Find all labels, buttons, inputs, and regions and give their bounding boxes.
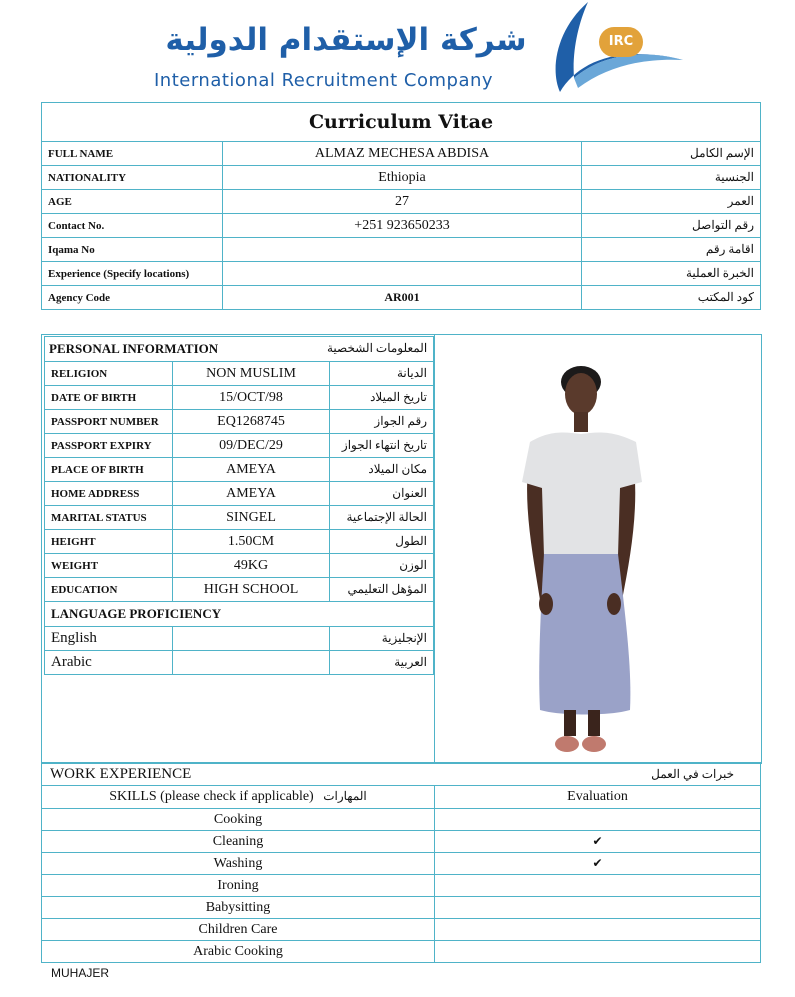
cv-row (42, 262, 761, 286)
company-name-english: International Recruitment Company (154, 70, 494, 91)
skill-name: Ironing (42, 875, 435, 897)
personal-field-value: 15/OCT/98 (173, 386, 330, 410)
skills-header-label: SKILLS (please check if applicable) (109, 789, 314, 804)
personal-field-label: DATE OF BIRTH (45, 386, 173, 410)
personal-info-title: PERSONAL INFORMATION (49, 341, 219, 356)
cv-field-label-arabic: الخبرة العملية (582, 262, 761, 286)
cv-field-value (223, 262, 582, 286)
skills-header (42, 786, 435, 809)
personal-field-label-arabic: الوزن (330, 554, 434, 578)
personal-field-label: PASSPORT NUMBER (45, 410, 173, 434)
personal-field-label: PLACE OF BIRTH (45, 458, 173, 482)
skill-row (42, 897, 761, 919)
personal-field-value: AMEYA (173, 458, 330, 482)
footer-label: MUHAJER (51, 966, 110, 980)
personal-field-value: 49KG (173, 554, 330, 578)
work-experience-table (41, 762, 761, 963)
personal-info-row (45, 506, 434, 530)
personal-info-table (44, 336, 434, 675)
personal-field-label: RELIGION (45, 362, 173, 386)
skill-row (42, 919, 761, 941)
personal-field-label-arabic: تاريخ الميلاد (330, 386, 434, 410)
skill-name: Washing (42, 853, 435, 875)
skill-evaluation-checkmark (435, 897, 761, 919)
photo-divider (434, 334, 435, 763)
cv-field-value: AR001 (223, 286, 582, 310)
company-header (150, 0, 690, 100)
skill-row (42, 941, 761, 963)
personal-info-row (45, 362, 434, 386)
cv-table (41, 102, 761, 310)
personal-info-row (45, 458, 434, 482)
personal-info-row (45, 482, 434, 506)
cv-title: Curriculum Vitae (42, 103, 761, 142)
personal-info-row (45, 554, 434, 578)
work-experience-title: WORK EXPERIENCE (50, 766, 192, 782)
skill-evaluation-checkmark (435, 875, 761, 897)
personal-field-value: 09/DEC/29 (173, 434, 330, 458)
personal-info-row (45, 410, 434, 434)
personal-field-label: PASSPORT EXPIRY (45, 434, 173, 458)
company-name-arabic: شركة الإستقدام الدولية (165, 22, 527, 58)
personal-info-row (45, 578, 434, 602)
cv-field-label-arabic: كود المكتب (582, 286, 761, 310)
cv-row (42, 238, 761, 262)
personal-field-label-arabic: رقم الجواز (330, 410, 434, 434)
cv-field-label-arabic: اقامة رقم (582, 238, 761, 262)
work-experience-title-arabic: خبرات في العمل (651, 767, 734, 781)
skill-name: Arabic Cooking (42, 941, 435, 963)
cv-row (42, 142, 761, 166)
personal-field-label-arabic: العنوان (330, 482, 434, 506)
skill-name: Babysitting (42, 897, 435, 919)
skills-header-arabic: المهارات (323, 789, 367, 803)
candidate-photo (500, 360, 660, 755)
skill-name: Cleaning (42, 831, 435, 853)
personal-field-label: HEIGHT (45, 530, 173, 554)
language-level (173, 651, 330, 675)
personal-field-label-arabic: مكان الميلاد (330, 458, 434, 482)
cv-field-label-arabic: الجنسية (582, 166, 761, 190)
personal-field-label-arabic: الديانة (330, 362, 434, 386)
language-name: English (45, 627, 173, 651)
cv-field-value: 27 (223, 190, 582, 214)
work-experience-header (42, 763, 761, 786)
language-name: Arabic (45, 651, 173, 675)
evaluation-header: Evaluation (435, 786, 761, 809)
language-row (45, 627, 434, 651)
cv-field-label: Agency Code (42, 286, 223, 310)
cv-field-value: Ethiopia (223, 166, 582, 190)
personal-field-label-arabic: تاريخ انتهاء الجواز (330, 434, 434, 458)
skill-evaluation-checkmark (435, 919, 761, 941)
personal-field-label-arabic: المؤهل التعليمي (330, 578, 434, 602)
personal-info-title-arabic: المعلومات الشخصية (327, 341, 428, 355)
personal-field-value: NON MUSLIM (173, 362, 330, 386)
skill-row (42, 875, 761, 897)
cv-field-label: Contact No. (42, 214, 223, 238)
language-name-arabic: العربية (330, 651, 434, 675)
cv-row (42, 286, 761, 310)
cv-field-label: FULL NAME (42, 142, 223, 166)
skill-evaluation-checkmark: ✔ (435, 831, 761, 853)
personal-field-value: EQ1268745 (173, 410, 330, 434)
cv-field-value: +251 923650233 (223, 214, 582, 238)
personal-field-label-arabic: الطول (330, 530, 434, 554)
skill-row (42, 853, 761, 875)
personal-field-label: HOME ADDRESS (45, 482, 173, 506)
skill-name: Children Care (42, 919, 435, 941)
language-name-arabic: الإنجليزية (330, 627, 434, 651)
cv-field-label-arabic: رقم التواصل (582, 214, 761, 238)
cv-row (42, 166, 761, 190)
cv-field-label-arabic: الإسم الكامل (582, 142, 761, 166)
cv-field-label: NATIONALITY (42, 166, 223, 190)
skill-row (42, 809, 761, 831)
personal-info-row (45, 386, 434, 410)
personal-field-label-arabic: الحالة الإجتماعية (330, 506, 434, 530)
personal-field-value: AMEYA (173, 482, 330, 506)
skill-row (42, 831, 761, 853)
personal-field-value: HIGH SCHOOL (173, 578, 330, 602)
cv-field-label: Experience (Specify locations) (42, 262, 223, 286)
cv-field-value (223, 238, 582, 262)
skill-evaluation-checkmark: ✔ (435, 853, 761, 875)
skill-name: Cooking (42, 809, 435, 831)
language-level (173, 627, 330, 651)
language-proficiency-header: LANGUAGE PROFICIENCY (45, 602, 434, 627)
irc-logo-badge: IRC (599, 27, 643, 57)
cv-field-label: AGE (42, 190, 223, 214)
personal-info-header (45, 337, 434, 362)
cv-row (42, 214, 761, 238)
skill-evaluation-checkmark (435, 941, 761, 963)
cv-field-value: ALMAZ MECHESA ABDISA (223, 142, 582, 166)
personal-field-value: 1.50CM (173, 530, 330, 554)
personal-field-label: WEIGHT (45, 554, 173, 578)
language-row (45, 651, 434, 675)
cv-row (42, 190, 761, 214)
personal-info-row (45, 530, 434, 554)
cv-field-label: Iqama No (42, 238, 223, 262)
personal-info-row (45, 434, 434, 458)
personal-field-label: EDUCATION (45, 578, 173, 602)
skill-evaluation-checkmark (435, 809, 761, 831)
personal-field-value: SINGEL (173, 506, 330, 530)
personal-field-label: MARITAL STATUS (45, 506, 173, 530)
cv-field-label-arabic: العمر (582, 190, 761, 214)
